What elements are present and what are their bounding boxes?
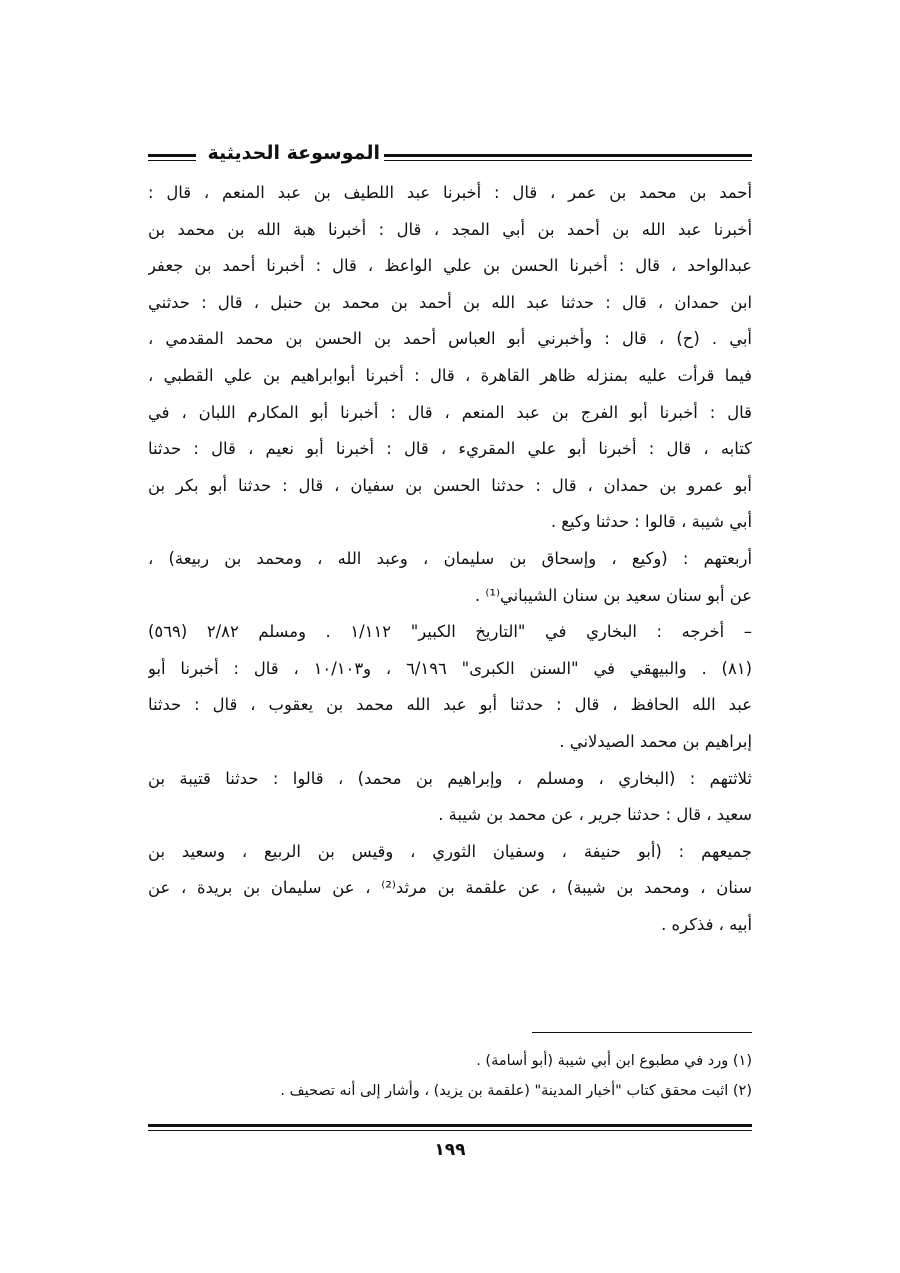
footnote-separator [532,1032,752,1033]
text-line: عن أبو سنان سعيد بن سنان الشيباني⁽¹⁾ . [474,585,752,605]
text-line: ثلاثتهم : (البخاري ، ومسلم ، وإبراهيم بن محمد) ، قالوا : حدثنا قتيبة بن [148,768,752,788]
text-line: كتابه ، قال : أخبرنا أبو علي المقريء ، قال : أخبرنا أبو نعيم ، قال : حدثنا [148,439,752,459]
main-text [148,175,752,943]
text-line: أبي . (ح) ، قال : وأخبرني أبو العباس أحمد بن الحسن بن محمد المقدمي ، [148,329,752,349]
header-title: الموسوعة الحديثية [207,142,380,164]
text-line: – أخرجه : البخاري في "التاريخ الكبير" ١/١١٢ . ومسلم ٢/٨٢ (٥٦٩) [148,622,752,642]
text-line: أبيه ، فذكره . [661,914,752,934]
footer-rule [148,1124,752,1131]
text-line: عبد الله الحافظ ، قال : حدثنا أبو عبد الله محمد بن يعقوب ، قال : حدثنا [148,695,752,715]
footnote-1: (١) ورد في مطبوع ابن أبي شيبة (أبو أسامة) . [476,1053,752,1069]
text-line: أربعتهم : (وكيع ، وإسحاق بن سليمان ، وعبد الله ، ومحمد بن ربيعة) ، [148,548,752,568]
text-line: فيما قرأت عليه بمنزله ظاهر القاهرة ، قال : أخبرنا أبوابراهيم بن علي القطبي ، [148,365,752,385]
text-line: عبدالواحد ، قال : أخبرنا الحسن بن علي الواعظ ، قال : أخبرنا أحمد بن جعفر [148,256,752,276]
text-line: أبو عمرو بن حمدان ، قال : حدثنا الحسن بن سفيان ، قال : حدثنا أبو بكر بن [148,475,752,495]
page-number: ١٩٩ [434,1140,466,1160]
text-line: أحمد بن محمد بن عمر ، قال : أخبرنا عبد اللطيف بن عبد المنعم ، قال : [148,183,752,202]
text-line: سعيد ، قال : حدثنا جرير ، عن محمد بن شيبة . [438,805,752,825]
text-line: ابن حمدان ، قال : حدثنا عبد الله بن أحمد بن محمد بن حنبل ، قال : حدثني [148,292,752,312]
footnote-2: (٢) اثبت محقق كتاب "أخبار المدينة" (علقمة بن يزيد) ، وأشار إلى أنه تصحيف . [280,1083,752,1099]
header-rule-left [148,154,196,161]
text-line: (٨١) . والبيهقي في "السنن الكبرى" ٦/١٩٦ ، و١٠/١٠٣ ، قال : أخبرنا أبو [148,658,752,678]
footnotes [148,1046,752,1106]
text-line: إبراهيم بن محمد الصيدلاني . [559,731,752,751]
page-header [148,142,752,172]
text-line: سنان ، ومحمد بن شيبة) ، عن علقمة بن مرثد⁽²⁾ ، عن سليمان بن بريدة ، عن [148,878,752,898]
text-line: جميعهم : (أبو حنيفة ، وسفيان الثوري ، وقيس بن الربيع ، وسعيد بن [148,841,752,861]
header-rule-right [384,154,752,161]
text-line: قال : أخبرنا أبو الفرج بن عبد المنعم ، قال : أخبرنا أبو المكارم اللبان ، في [148,402,752,422]
text-line: أخبرنا عبد الله بن أحمد بن أبي المجد ، قال : أخبرنا هبة الله بن محمد بن [148,219,752,239]
text-line: أبي شيبة ، قالوا : حدثنا وكيع . [550,512,752,532]
